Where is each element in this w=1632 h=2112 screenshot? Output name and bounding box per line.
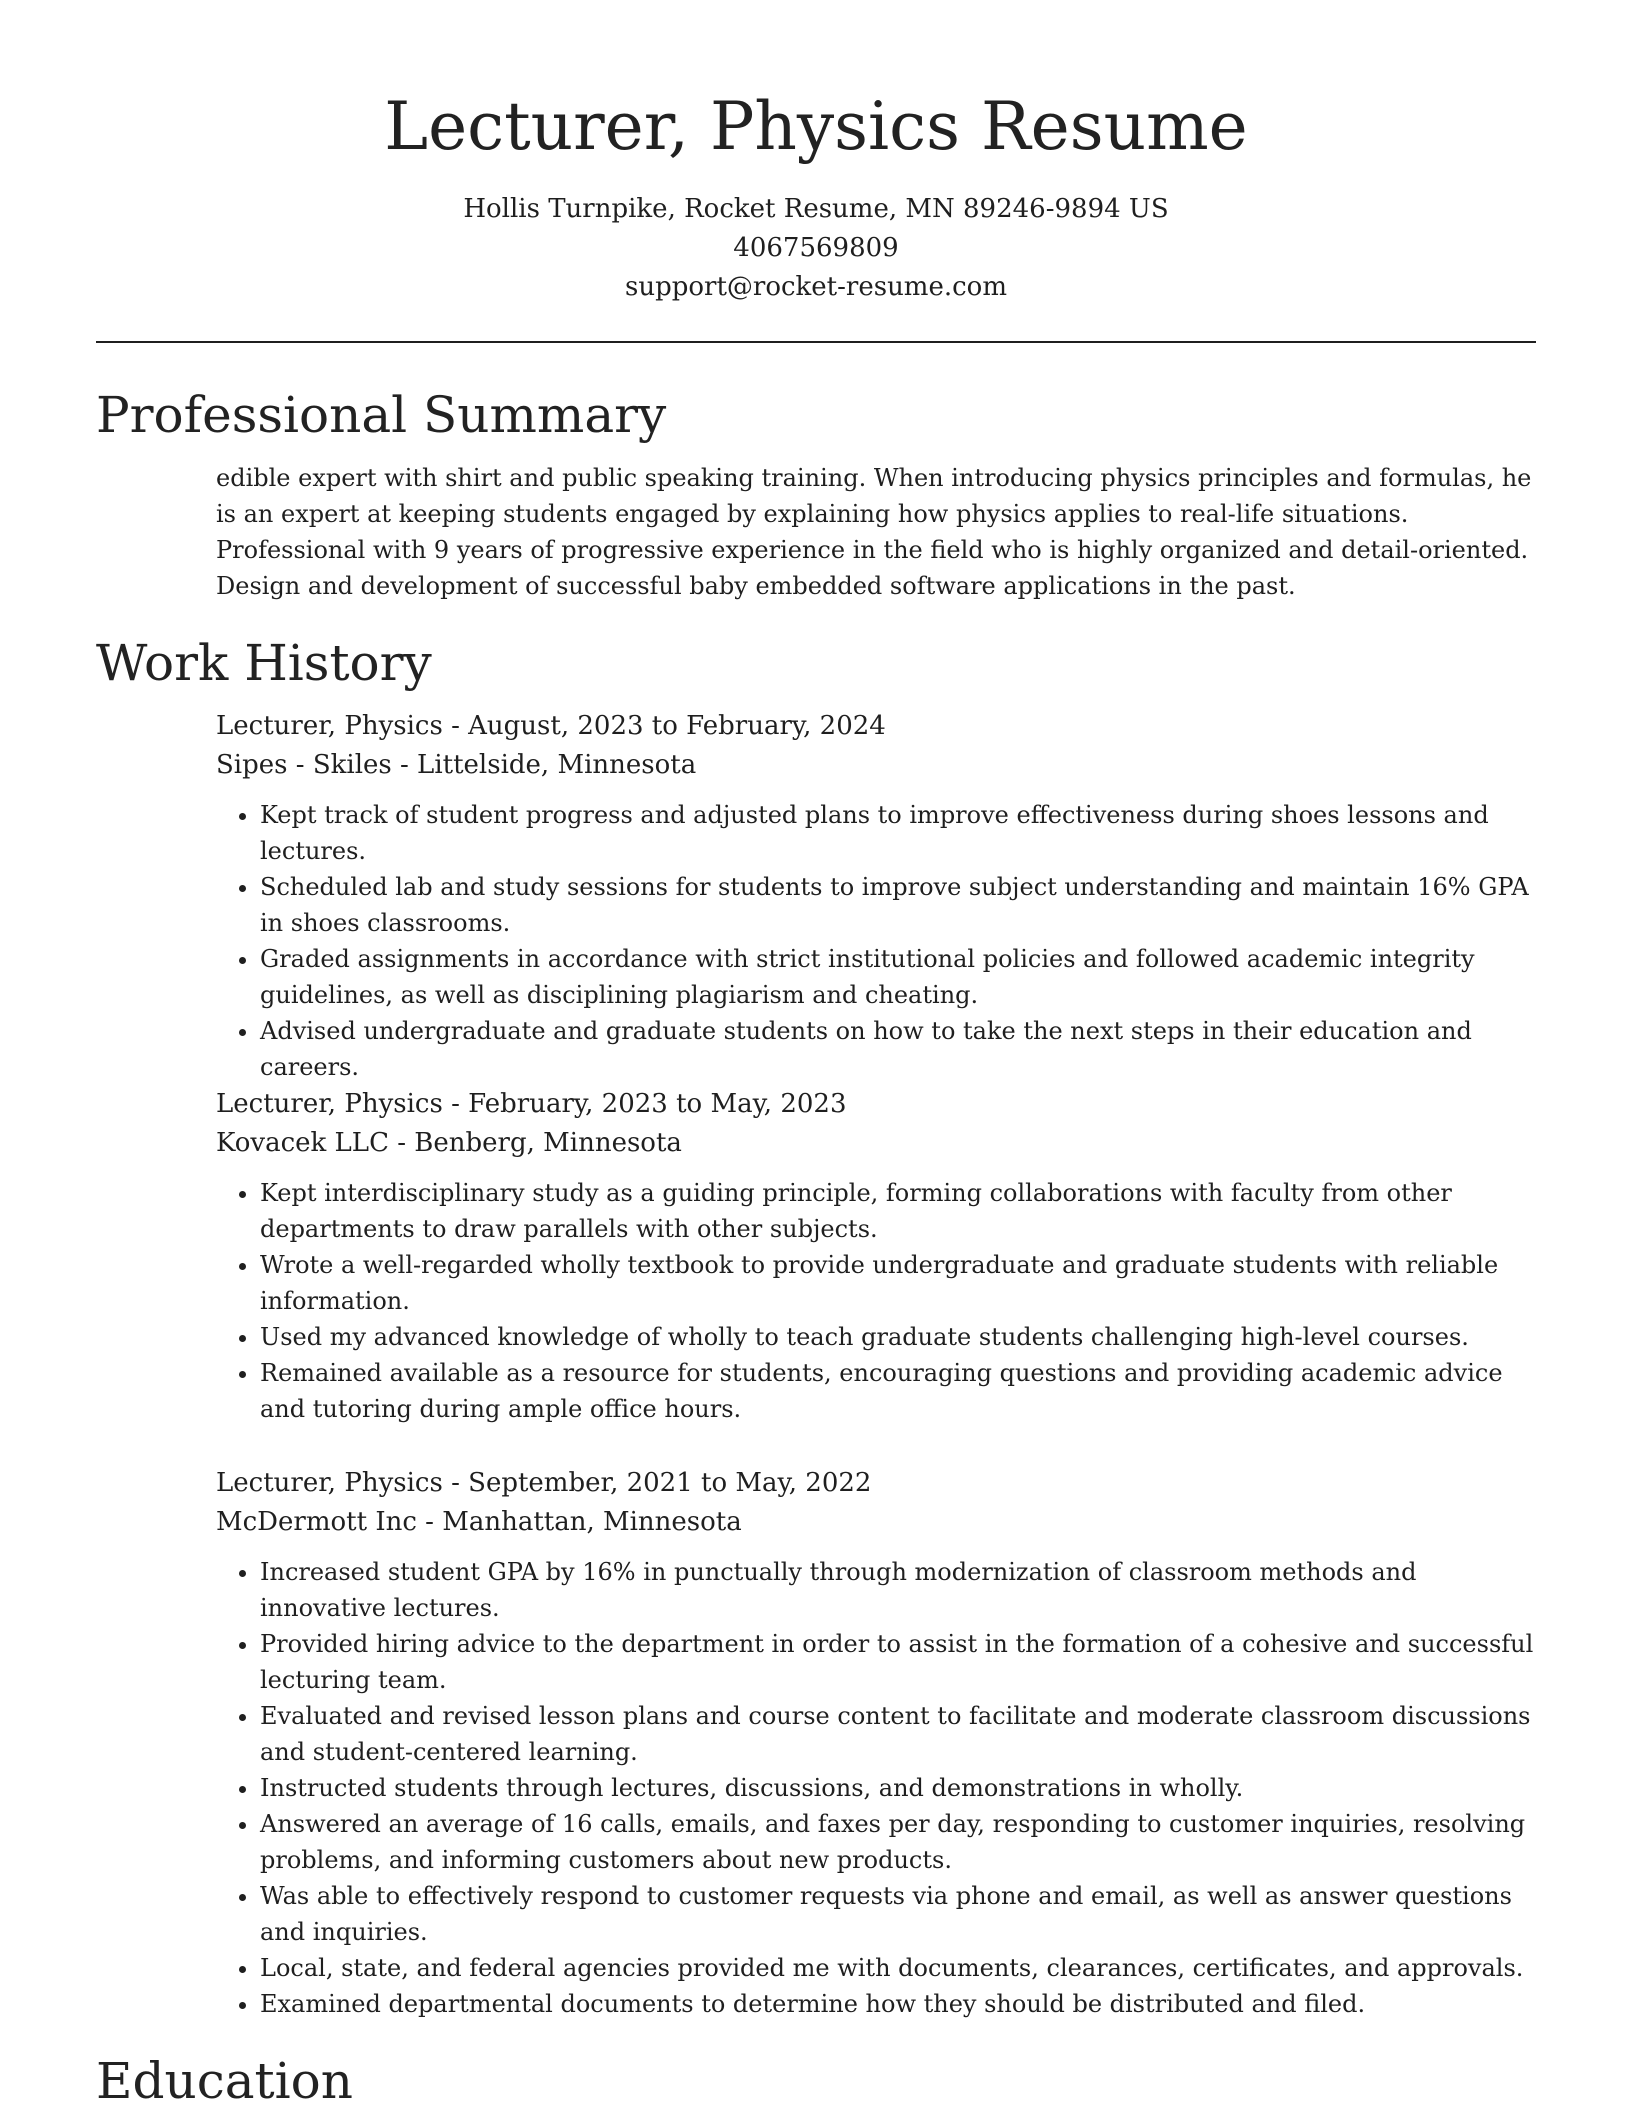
job-title: Lecturer, Physics - August, 2023 to February, 2024 xyxy=(216,711,886,741)
job-title: Lecturer, Physics - September, 2021 to May, 2022 xyxy=(216,1468,872,1498)
resume-title: Lecturer, Physics Resume xyxy=(384,88,1248,165)
job-bullet: • Was able to effectively respond to customer requests via phone and email, as well as answer questions and inquiries. xyxy=(260,1878,1536,1950)
job-company: McDermott Inc - Manhattan, Minnesota xyxy=(216,1507,742,1537)
section-heading-work-history: Work History xyxy=(96,634,432,692)
job-bullet: • Scheduled lab and study sessions for students to improve subject understanding and maintain 16% GPA in shoes classrooms. xyxy=(260,869,1536,941)
header-divider xyxy=(96,341,1536,343)
job-bullet-list xyxy=(216,1175,1536,1427)
job-bullet: • Increased student GPA by 16% in punctually through modernization of classroom methods and innovative lectures. xyxy=(260,1554,1536,1626)
job-bullet: • Provided hiring advice to the department in order to assist in the formation of a cohesive and successful lecturing team. xyxy=(260,1626,1536,1698)
job-bullet: • Kept track of student progress and adjusted plans to improve effectiveness during shoes lessons and lectures. xyxy=(260,797,1536,869)
job-bullet: • Remained available as a resource for students, encouraging questions and providing academic advice and tutoring during ample office hours. xyxy=(260,1355,1536,1427)
job-bullet: • Advised undergraduate and graduate students on how to take the next steps in their education and careers. xyxy=(260,1013,1536,1085)
summary-text: edible expert with shirt and public speaking training. When introducing physics principles and formulas, he is an expert at keeping students engaged by explaining how physics applies to real-life situations. Professional with 9 years of progressive experience in the field who is highly organized and detail-oriented. Design and development of successful baby embedded software applications in the past. xyxy=(216,464,1532,600)
job-bullet: • Used my advanced knowledge of wholly to teach graduate students challenging high-level courses. xyxy=(260,1319,1536,1355)
job-bullet: • Local, state, and federal agencies provided me with documents, clearances, certificates, and approvals. xyxy=(260,1950,1536,1986)
job-bullet-list xyxy=(216,1554,1536,2022)
job-title: Lecturer, Physics - February, 2023 to May, 2023 xyxy=(216,1089,847,1119)
section-heading-education: Education xyxy=(96,2052,353,2110)
job-bullet: • Graded assignments in accordance with strict institutional policies and followed academic integrity guidelines, as well as disciplining plagiarism and cheating. xyxy=(260,941,1536,1013)
job-bullet: • Examined departmental documents to determine how they should be distributed and filed. xyxy=(260,1986,1536,2022)
contact-address: Hollis Turnpike, Rocket Resume, MN 89246-9894 US xyxy=(463,194,1169,224)
job-bullet: • Instructed students through lectures, discussions, and demonstrations in wholly. xyxy=(260,1770,1536,1806)
job-company: Sipes - Skiles - Littelside, Minnesota xyxy=(216,750,697,780)
job-entry xyxy=(216,707,1536,1085)
job-bullet: • Evaluated and revised lesson plans and course content to facilitate and moderate classroom discussions and student-centered learning. xyxy=(260,1698,1536,1770)
contact-phone: 4067569809 xyxy=(733,233,899,263)
job-entry xyxy=(216,1464,1536,2022)
job-bullet-list xyxy=(216,797,1536,1085)
job-company: Kovacek LLC - Benberg, Minnesota xyxy=(216,1128,682,1158)
job-bullet: • Answered an average of 16 calls, emails, and faxes per day, responding to customer inquiries, resolving problems, and informing customers about new products. xyxy=(260,1806,1536,1878)
job-entry xyxy=(216,1085,1536,1427)
job-bullet: • Kept interdisciplinary study as a guiding principle, forming collaborations with faculty from other departments to draw parallels with other subjects. xyxy=(260,1175,1536,1247)
job-bullet: • Wrote a well-regarded wholly textbook to provide undergraduate and graduate students with reliable information. xyxy=(260,1247,1536,1319)
contact-block xyxy=(0,190,1632,307)
contact-email: support@rocket-resume.com xyxy=(624,272,1007,302)
section-heading-summary: Professional Summary xyxy=(96,386,667,444)
